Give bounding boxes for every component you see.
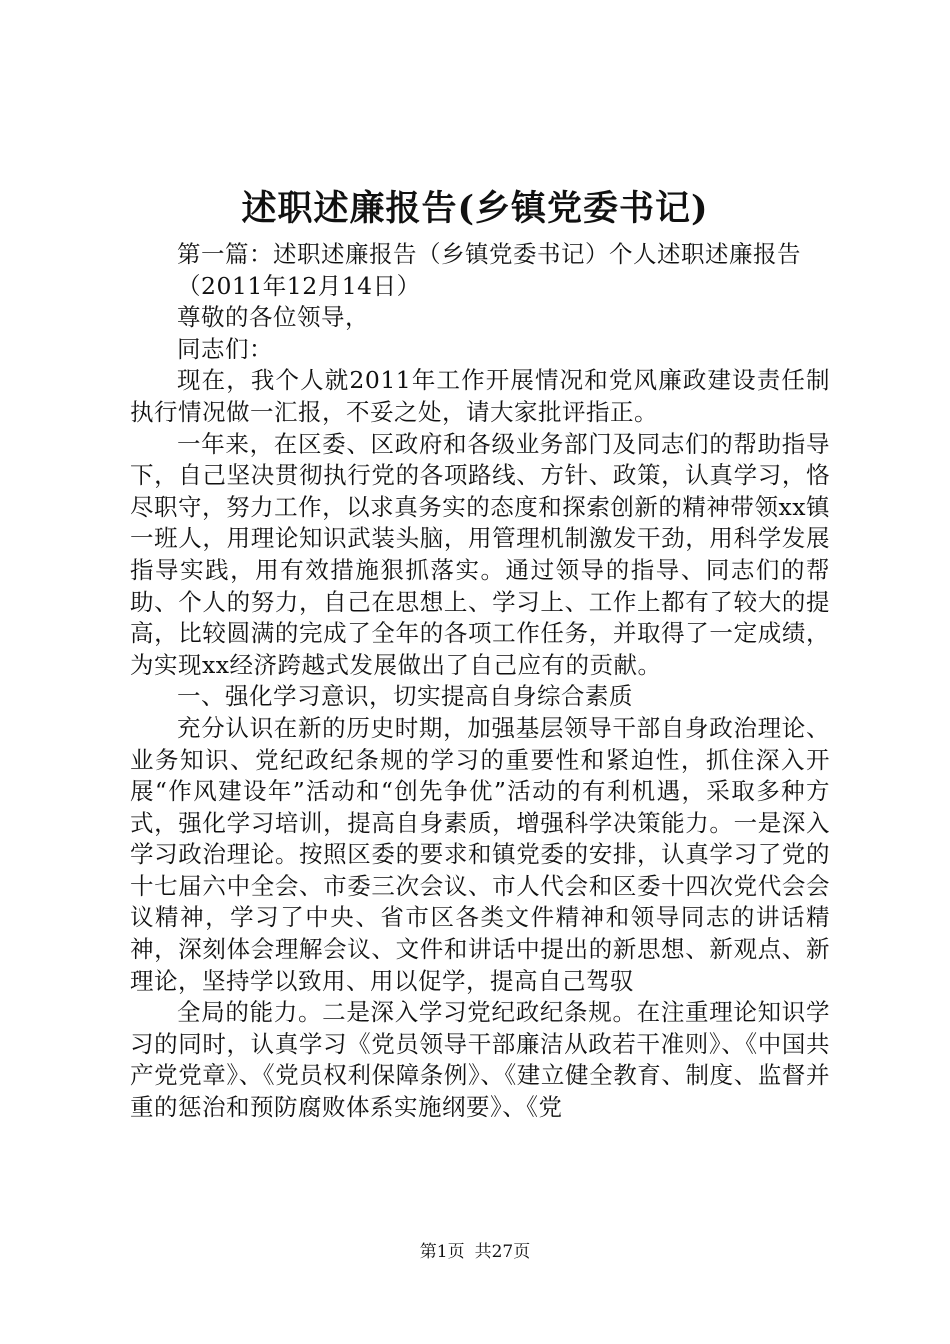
intro-paragraph: 现在，我个人就2011年工作开展情况和党风廉政建设责任制执行情况做一汇报，不妥之处，请大家批评指正。 — [130, 366, 830, 426]
summary-paragraph: 一年来，在区委、区政府和各级业务部门及同志们的帮助指导下，自己坚决贯彻执行党的各项路线、方针、政策，认真学习，恪尽职守，努力工作，以求真务实的态度和探索创新的精神带领xx镇一班人，用理论知识武装头脑，用管理机制激发干劲，用科学发展指导实践，用有效措施狠抓落实。通过领导的指导、同志们的帮助、个人的努力，自己在思想上、学习上、工作上都有了较大的提高，比较圆满的完成了全年的各项工作任务，并取得了一定成绩，为实现xx经济跨越式发展做出了自己应有的贡献。 — [130, 429, 830, 679]
page-number: 第1页 — [419, 1242, 465, 1262]
discipline-paragraph: 全局的能力。二是深入学习党纪政纪条规。在注重理论知识学习的同时，认真学习《党员领导干部廉洁从政若干准则》、《中国共产党党章》、《党员权利保障条例》、《建立健全教育、制度、监督并重的惩治和预防腐败体系实施纲要》、《党 — [130, 998, 830, 1122]
heading-first-part: 第一篇：述职述廉报告（乡镇党委书记）个人述职述廉报告 — [177, 240, 801, 268]
document-body — [130, 239, 830, 1124]
page-footer — [0, 1240, 950, 1264]
salutation-leaders: 尊敬的各位领导， — [177, 303, 369, 332]
study-paragraph: 充分认识在新的历史时期，加强基层领导干部自身政治理论、业务知识、党纪政纪条规的学习的重要性和紧迫性，抓住深入开展“作风建设年”活动和“创先争优”活动的有利机遇，采取多种方式，强化学习培训，提高自身素质，增强科学决策能力。一是深入学习政治理论。按照区委的要求和镇党委的安排，认真学习了党的十七届六中全会、市委三次会议、市人代会和区委十四次党代会会议精神，学习了中央、省市区各类文件精神和领导同志的讲话精神，深刻体会理解会议、文件和讲话中提出的新思想、新观点、新理论，坚持学以致用、用以促学，提高自己驾驭 — [130, 713, 830, 995]
section-heading-1: 一、强化学习意识，切实提高自身综合素质 — [177, 682, 633, 711]
page-total: 共27页 — [474, 1242, 531, 1262]
document-title: 述职述廉报告(乡镇党委书记) — [241, 188, 709, 229]
salutation-comrades: 同志们： — [177, 334, 273, 363]
report-date: （2011年12月14日） — [177, 271, 421, 300]
